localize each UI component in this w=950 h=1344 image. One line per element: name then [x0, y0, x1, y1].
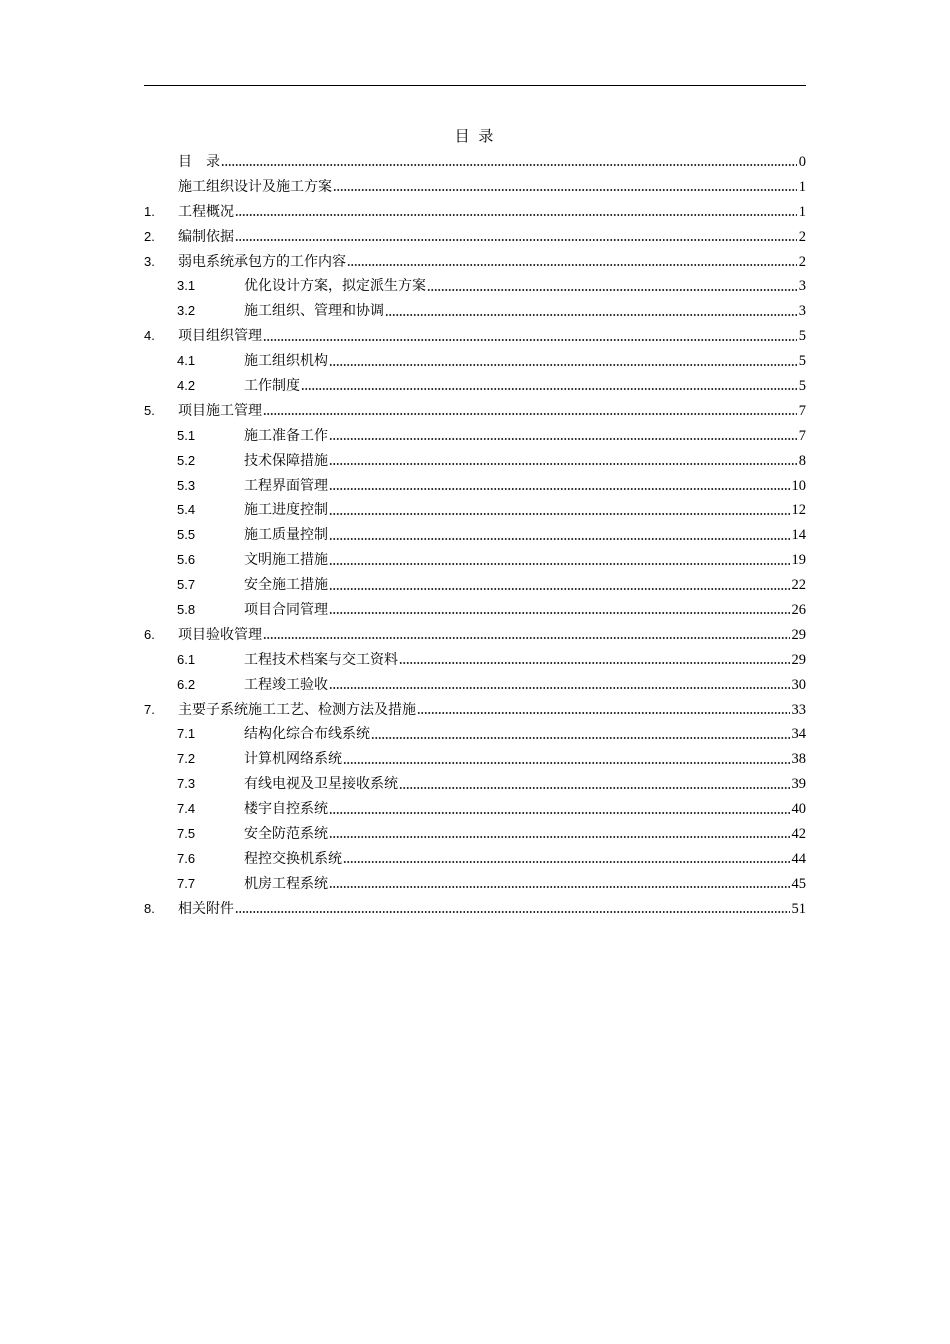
- toc-entry-number: 5.4: [177, 502, 196, 518]
- toc-entry-page: 45: [791, 875, 806, 892]
- toc-title: 目 录: [454, 127, 496, 145]
- toc-entry-title[interactable]: 项目施工管理: [178, 402, 262, 419]
- toc-entry-line: [244, 772, 806, 797]
- toc-entry-number: 7.6: [177, 850, 196, 866]
- toc-entry[interactable]: [144, 424, 806, 449]
- toc-dot-leader: [235, 235, 797, 245]
- toc-entry-line: [178, 175, 806, 200]
- toc-entry-number: 3.2: [177, 303, 196, 319]
- toc-entry-page: 26: [791, 602, 806, 619]
- toc-dot-leader: [329, 683, 790, 693]
- toc-entry[interactable]: [144, 847, 806, 872]
- toc-entry[interactable]: [144, 274, 806, 299]
- toc-entry-line: [244, 872, 806, 897]
- toc-entry-number: 5.5: [177, 527, 196, 543]
- toc-dot-leader: [329, 360, 797, 370]
- toc-entry-page: 30: [791, 676, 806, 693]
- toc-entry[interactable]: [144, 498, 806, 523]
- toc-entry-page: 19: [791, 552, 806, 569]
- toc-entry-page: 2: [798, 253, 806, 270]
- toc-entry[interactable]: [144, 175, 806, 200]
- toc-entry-number: 5.: [144, 402, 155, 418]
- toc-entry-line: [244, 274, 806, 299]
- toc-entry[interactable]: [144, 623, 806, 648]
- toc-entry-line: [244, 498, 806, 523]
- toc-entry[interactable]: [144, 150, 806, 175]
- toc-entry-page: 3: [798, 303, 806, 320]
- toc-entry-line: [244, 349, 806, 374]
- toc-entry-line: [178, 399, 806, 424]
- toc-entry-number: 5.8: [177, 602, 196, 618]
- toc-entry-number: 8.: [144, 900, 155, 916]
- toc-entry-title[interactable]: 目 录: [178, 154, 220, 170]
- toc-entry-number: 6.2: [177, 676, 196, 692]
- toc-entry-number: 5.7: [177, 577, 196, 593]
- toc-entry-line: [244, 722, 806, 747]
- toc-dot-leader: [235, 907, 790, 917]
- toc-entry[interactable]: [144, 673, 806, 698]
- toc-entry-line: [244, 299, 806, 324]
- toc-entry[interactable]: [144, 200, 806, 225]
- toc-entry-line: [244, 548, 806, 573]
- toc-dot-leader: [329, 559, 790, 569]
- toc-entry-line: [244, 424, 806, 449]
- toc-dot-leader: [263, 335, 797, 345]
- toc-entry-title[interactable]: 工程竣工验收: [244, 676, 328, 693]
- toc-entry-title[interactable]: 施工组织机构: [244, 353, 328, 370]
- toc-entry[interactable]: [144, 374, 806, 399]
- toc-entry-number: 3.1: [177, 278, 196, 294]
- toc-entry-page: 51: [791, 900, 806, 917]
- toc-entry[interactable]: [144, 449, 806, 474]
- toc-entry-title[interactable]: 施工准备工作: [244, 427, 328, 444]
- toc-entry-title[interactable]: 相关附件: [178, 900, 234, 917]
- toc-entry-line: [178, 698, 806, 723]
- toc-entry-title[interactable]: 工作制度: [244, 378, 300, 395]
- toc-entry-title[interactable]: 主要子系统施工工艺、检测方法及措施: [178, 701, 416, 718]
- toc-entry-page: 7: [798, 427, 806, 444]
- toc-entry-page: 22: [791, 577, 806, 594]
- toc-entry-number: 7.7: [177, 875, 196, 891]
- toc-entry[interactable]: [144, 648, 806, 673]
- toc-entry-page: 29: [791, 626, 806, 643]
- toc-entry-number: 1.: [144, 203, 155, 219]
- toc-entry-line: [244, 573, 806, 598]
- toc-entry-line: [178, 200, 806, 225]
- toc-entry[interactable]: [144, 399, 806, 424]
- toc-entry-line: [244, 822, 806, 847]
- toc-entry-page: 29: [791, 651, 806, 668]
- toc-entry-title[interactable]: 工程技术档案与交工资料: [244, 651, 398, 668]
- toc-entry-page: 5: [798, 353, 806, 370]
- toc-entry-line: [244, 449, 806, 474]
- toc-entry-number: 4.1: [177, 353, 196, 369]
- toc-entry-line: [178, 897, 806, 922]
- toc-entry[interactable]: [144, 324, 806, 349]
- toc-entry-number: 5.1: [177, 427, 196, 443]
- toc-entry-page: 0: [798, 154, 806, 170]
- toc-dot-leader: [371, 733, 790, 743]
- toc-entry-title[interactable]: 项目组织管理: [178, 328, 262, 345]
- toc-entry-title[interactable]: 施工进度控制: [244, 502, 328, 519]
- toc-entry-number: 4.: [144, 328, 155, 344]
- toc-entry[interactable]: [144, 548, 806, 573]
- toc-dot-leader: [329, 459, 797, 469]
- toc-dot-leader: [417, 708, 790, 718]
- toc-entry-line: [244, 673, 806, 698]
- toc-dot-leader: [333, 185, 797, 195]
- toc-entry-title[interactable]: 有线电视及卫星接收系统: [244, 776, 398, 793]
- toc-entry-line: [178, 250, 806, 275]
- toc-entry-number: 7.5: [177, 826, 196, 842]
- toc-entry[interactable]: [144, 573, 806, 598]
- toc-entry-page: 10: [791, 477, 806, 494]
- toc-entry-title[interactable]: 弱电系统承包方的工作内容: [178, 253, 346, 270]
- toc-entry-number: 4.2: [177, 378, 196, 394]
- toc-dot-leader: [329, 608, 790, 618]
- toc-entry-line: [244, 374, 806, 399]
- toc-entry-page: 33: [791, 701, 806, 718]
- toc-dot-leader: [329, 832, 790, 842]
- toc-entry-line: [244, 474, 806, 499]
- toc-entry-line: [178, 623, 806, 648]
- toc-entry-line: [244, 847, 806, 872]
- toc-entry-page: 39: [791, 776, 806, 793]
- toc-entry[interactable]: [144, 797, 806, 822]
- toc-entry-line: [244, 797, 806, 822]
- toc-entry-number: 7.3: [177, 776, 196, 792]
- toc-entry-title[interactable]: 结构化综合布线系统: [244, 726, 370, 743]
- toc-entry-line: [244, 598, 806, 623]
- toc-entry[interactable]: [144, 772, 806, 797]
- toc-entry-number: 5.3: [177, 477, 196, 493]
- toc-entry-title[interactable]: 技术保障措施: [244, 452, 328, 469]
- toc-dot-leader: [399, 658, 790, 668]
- toc-entry[interactable]: [144, 747, 806, 772]
- toc-entry-title[interactable]: 项目合同管理: [244, 602, 328, 619]
- toc-dot-leader: [329, 434, 797, 444]
- toc-entry[interactable]: [144, 872, 806, 897]
- toc-dot-leader: [263, 409, 797, 419]
- toc-entry[interactable]: [144, 722, 806, 747]
- toc-entry-page: 1: [798, 203, 806, 220]
- toc-entry-title[interactable]: 项目验收管理: [178, 626, 262, 643]
- toc-entry-number: 2.: [144, 228, 155, 244]
- toc-entry-number: 7.4: [177, 801, 196, 817]
- toc-entry-line: [178, 225, 806, 250]
- toc-entry-page: 5: [798, 328, 806, 345]
- toc-dot-leader: [343, 758, 790, 768]
- toc-entry-number: 6.1: [177, 651, 196, 667]
- toc-entry-line: [244, 523, 806, 548]
- toc-dot-leader: [301, 384, 797, 394]
- toc-entry-line: [178, 324, 806, 349]
- toc-entry-page: 7: [798, 402, 806, 419]
- toc-entry-page: 8: [798, 452, 806, 469]
- toc-entry-line: [178, 150, 806, 175]
- toc-dot-leader: [329, 808, 790, 818]
- toc-dot-leader: [385, 310, 797, 320]
- toc-entry-page: 14: [791, 527, 806, 544]
- toc-entry-line: [244, 648, 806, 673]
- toc-entry-title[interactable]: 安全施工措施: [244, 577, 328, 594]
- toc-entry[interactable]: [144, 474, 806, 499]
- toc-entry-page: 5: [798, 378, 806, 395]
- toc-dot-leader: [427, 285, 797, 295]
- toc-dot-leader: [329, 882, 790, 892]
- toc-dot-leader: [235, 210, 797, 220]
- toc-list: [144, 150, 806, 922]
- toc-dot-leader: [399, 783, 790, 793]
- toc-entry-title[interactable]: 工程概况: [178, 203, 234, 220]
- toc-entry[interactable]: [144, 225, 806, 250]
- toc-entry-page: 1: [798, 178, 806, 195]
- toc-entry-title[interactable]: 施工质量控制: [244, 527, 328, 544]
- toc-entry-number: 7.1: [177, 726, 196, 742]
- toc-entry-number: 6.: [144, 626, 155, 642]
- toc-entry[interactable]: [144, 897, 806, 922]
- toc-entry-title[interactable]: 施工组织、管理和协调: [244, 303, 384, 320]
- toc-dot-leader: [343, 857, 790, 867]
- toc-entry-title[interactable]: 文明施工措施: [244, 552, 328, 569]
- toc-entry-page: 38: [791, 751, 806, 768]
- toc-entry-page: 12: [791, 502, 806, 519]
- toc-dot-leader: [329, 534, 790, 544]
- toc-entry[interactable]: [144, 250, 806, 275]
- toc-entry-title[interactable]: 计算机网络系统: [244, 751, 342, 768]
- toc-entry-number: 7.: [144, 701, 155, 717]
- toc-dot-leader: [263, 633, 790, 643]
- toc-entry[interactable]: [144, 598, 806, 623]
- toc-dot-leader: [347, 260, 797, 270]
- toc-entry-page: 3: [798, 278, 806, 295]
- toc-entry-title[interactable]: 优化设计方案，拟定派生方案: [244, 278, 426, 295]
- toc-entry-number: 5.6: [177, 552, 196, 568]
- toc-entry-page: 40: [791, 801, 806, 818]
- toc-entry[interactable]: [144, 822, 806, 847]
- toc-entry-page: 42: [791, 826, 806, 843]
- toc-entry[interactable]: [144, 698, 806, 723]
- toc-entry-page: 34: [791, 726, 806, 743]
- toc-entry-title[interactable]: 工程界面管理: [244, 477, 328, 494]
- toc-dot-leader: [329, 584, 790, 594]
- toc-entry[interactable]: [144, 523, 806, 548]
- toc-entry-title[interactable]: 编制依据: [178, 228, 234, 245]
- toc-dot-leader: [221, 160, 797, 170]
- toc-entry-title[interactable]: 施工组织设计及施工方案: [178, 178, 332, 195]
- toc-entry-title[interactable]: 安全防范系统: [244, 826, 328, 843]
- header-rule: [144, 85, 806, 86]
- toc-entry-number: 7.2: [177, 751, 196, 767]
- toc-entry-line: [244, 747, 806, 772]
- toc-entry-page: 44: [791, 850, 806, 867]
- toc-entry[interactable]: [144, 299, 806, 324]
- toc-dot-leader: [329, 484, 790, 494]
- toc-entry-page: 2: [798, 228, 806, 245]
- toc-entry-title[interactable]: 机房工程系统: [244, 875, 328, 892]
- toc-dot-leader: [329, 509, 790, 519]
- toc-entry[interactable]: [144, 349, 806, 374]
- toc-entry-title[interactable]: 程控交换机系统: [244, 850, 342, 867]
- toc-entry-number: 5.2: [177, 452, 196, 468]
- toc-entry-number: 3.: [144, 253, 155, 269]
- toc-entry-title[interactable]: 楼宇自控系统: [244, 801, 328, 818]
